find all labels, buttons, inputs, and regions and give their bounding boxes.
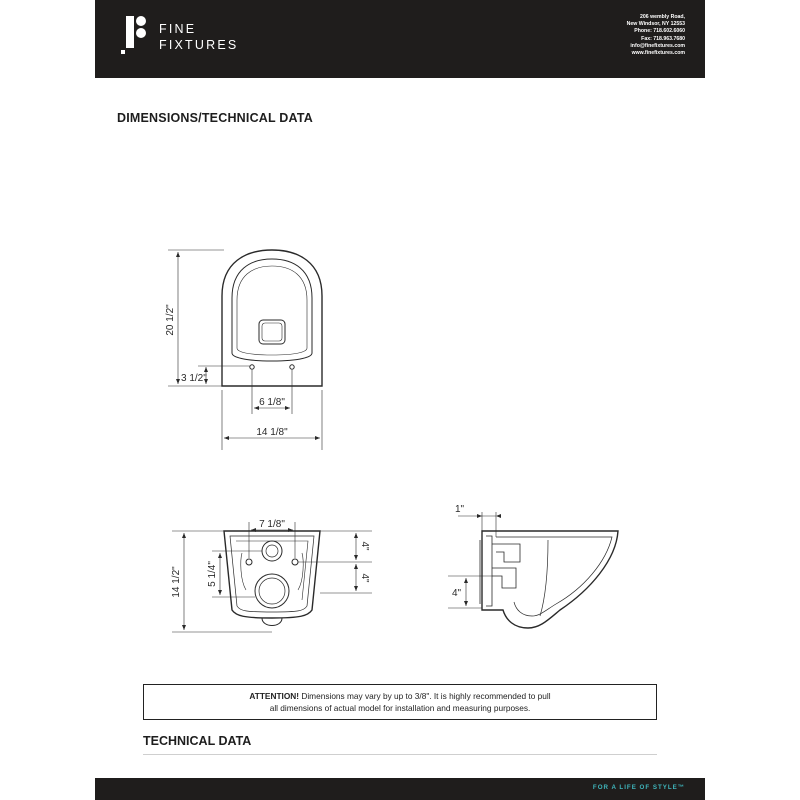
dim-rear-bolt-spacing: 7 1/8" xyxy=(259,519,285,530)
dim-top-bolt-spacing: 6 1/8" xyxy=(259,397,285,408)
dim-rear-height: 14 1/2" xyxy=(171,566,182,598)
dim-top-height: 20 1/2" xyxy=(165,304,176,336)
attention-text-1: Dimensions may vary by up to 3/8". It is highly recommended to pull xyxy=(299,691,551,701)
dim-side-depth: 1" xyxy=(455,504,465,515)
contact-fax: Fax: 718.963.7680 xyxy=(641,35,685,42)
brand-line-1: FINE xyxy=(159,22,197,36)
footer-tagline: FOR A LIFE OF STYLE™ xyxy=(592,784,685,791)
brand-line-2: FIXTURES xyxy=(159,38,239,52)
contact-address-1: 206 wembly Road, xyxy=(640,14,685,20)
dim-rear-lower-gap: 4" xyxy=(359,573,370,583)
attention-label: ATTENTION! xyxy=(249,691,300,701)
contact-email[interactable]: info@finefixtures.com xyxy=(630,42,685,49)
dim-top-width: 14 1/8" xyxy=(256,427,288,438)
dim-rear-inlet-height: 5 1/4" xyxy=(207,561,218,587)
section-title: DIMENSIONS/TECHNICAL DATA xyxy=(117,111,313,125)
contact-website[interactable]: www.finefixtures.com xyxy=(631,50,685,57)
contact-phone: Phone: 718.602.6060 xyxy=(634,28,685,35)
side-view-drawing xyxy=(448,512,618,628)
dim-rear-upper-gap: 4" xyxy=(359,541,370,551)
contact-address-2: New Windsor, NY 12553 xyxy=(626,21,685,28)
section-divider xyxy=(143,754,657,755)
attention-notice xyxy=(143,684,657,720)
attention-line-2: all dimensions of actual model for installation and measuring purposes. xyxy=(269,703,531,713)
top-view-drawing xyxy=(168,250,322,450)
dim-top-bolt-offset: 3 1/2" xyxy=(181,373,207,384)
rear-view-drawing xyxy=(172,522,372,632)
attention-line-1 xyxy=(144,690,656,702)
technical-data-title: TECHNICAL DATA xyxy=(143,734,252,748)
dim-side-outlet-height: 4" xyxy=(452,588,462,599)
